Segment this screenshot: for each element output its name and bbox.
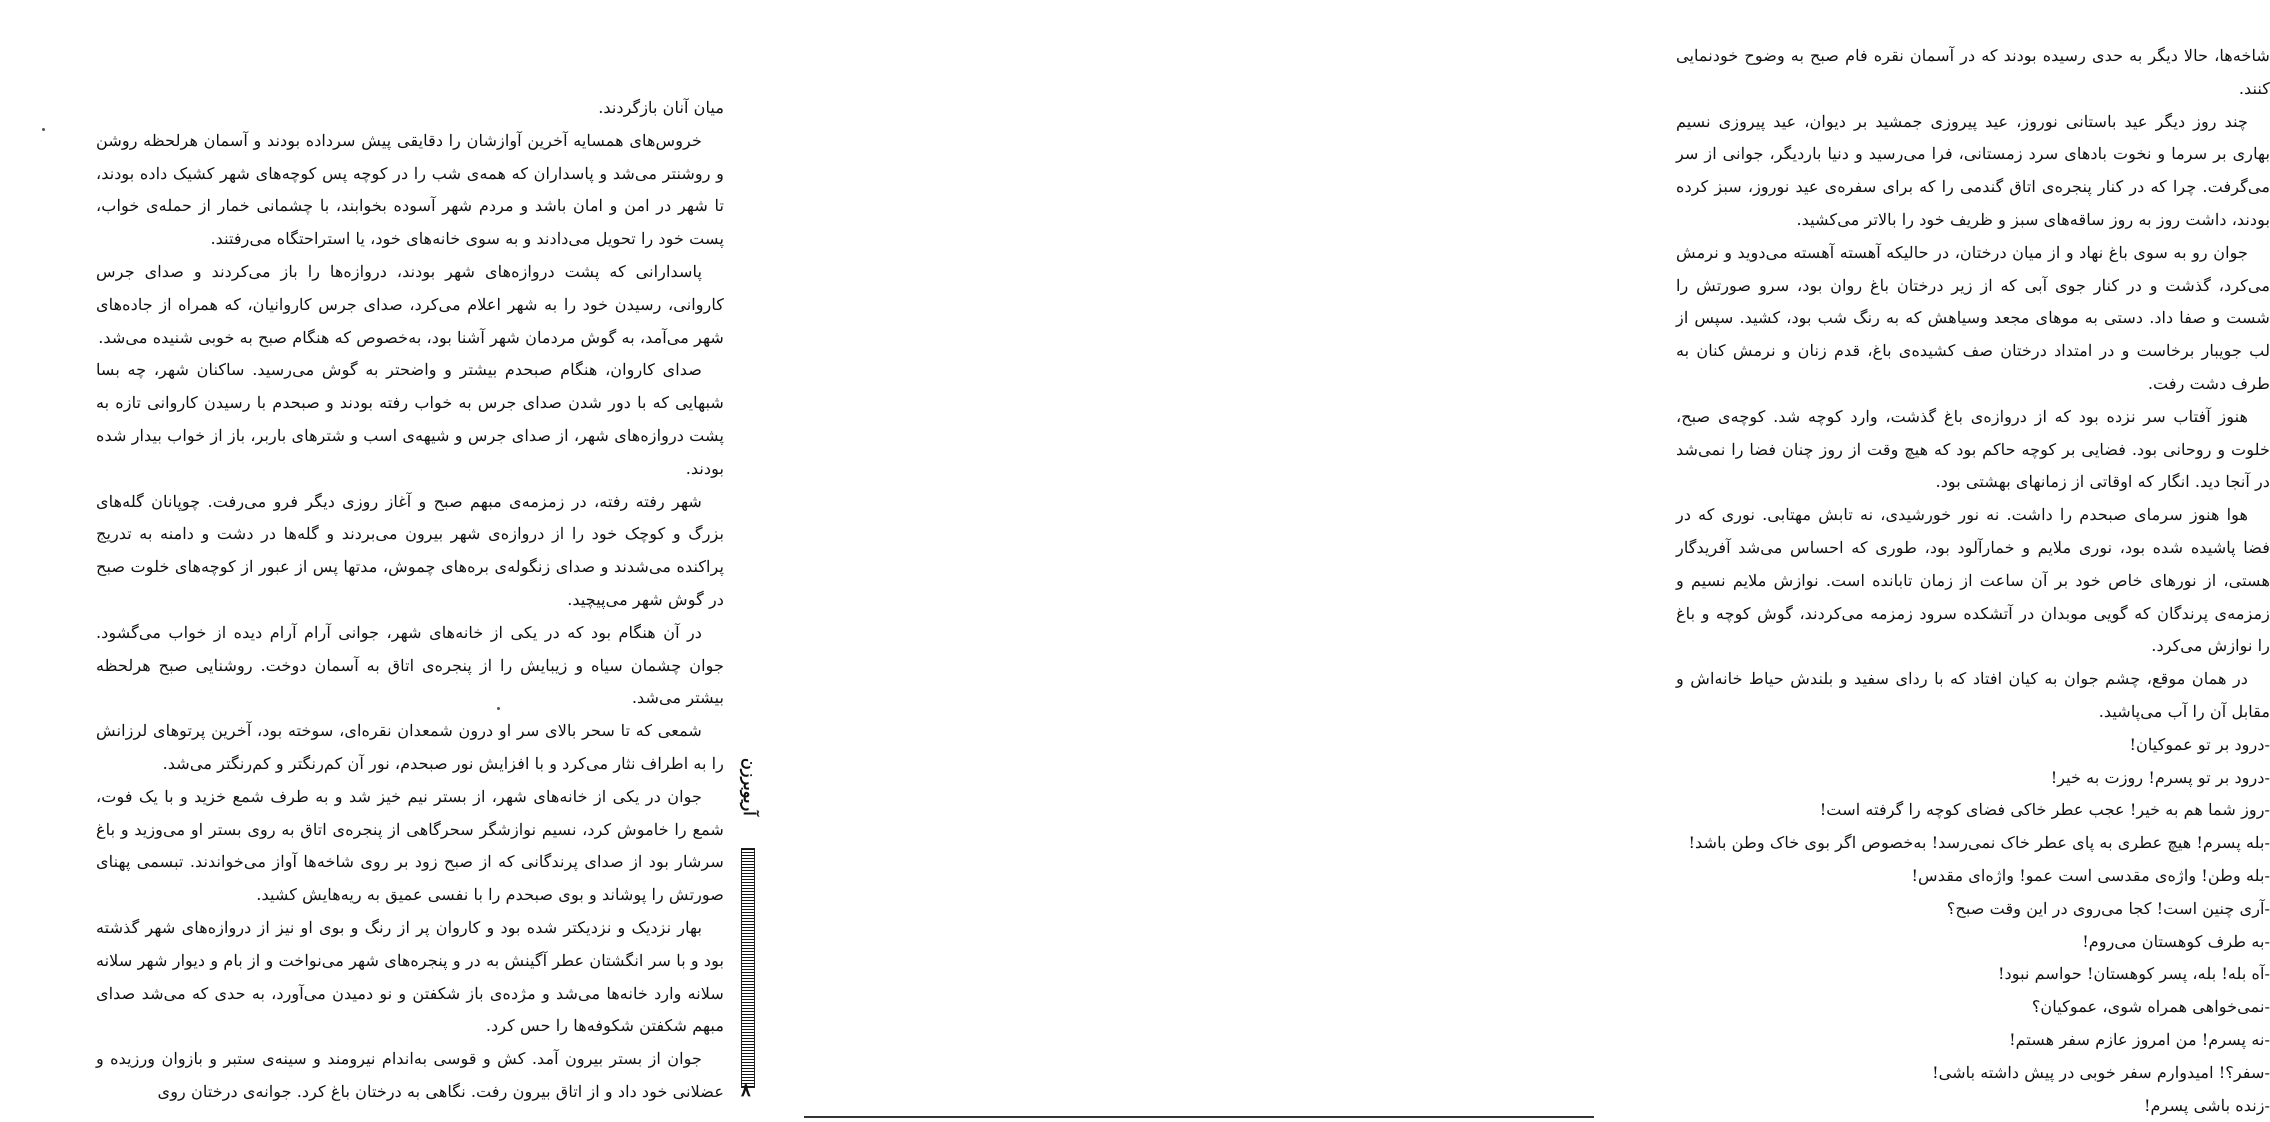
- dialog-line: -آری چنین است! کجا می‌روی در این وقت صبح؟: [1676, 893, 2270, 926]
- paragraph: بهار نزدیک و نزدیکتر شده بود و کاروان پر از رنگ و بوی او نیز از دروازه‌های شهر گذشته بود و با سر انگشتان عطر آگینش به در و پنجره‌های شهر می‌نواخت و از بام و دیوار شهر سلانه سلانه وارد خانه‌ها می‌شد و مژده‌ی باز شکفتن و نو دمیدن می‌آورد، به حدی که می‌شد صدای مبهم شکفتن شکوفه‌ها را حس کرد.: [96, 912, 724, 1043]
- paragraph: پاسدارانی که پشت دروازه‌های شهر بودند، دروازه‌ها را باز می‌کردند و صدای جرس کاروانی، رسیدن خود را به شهر اعلام می‌کرد، صدای جرس کاروانیان، که همراه از جاده‌های شهر می‌آمد، به گوش مردمان شهر آشنا بود، به‌خصوص که هنگام صبح به خوبی شنیده می‌شد.: [96, 256, 724, 354]
- dialog-line: -روز شما هم به خیر! عجب عطر خاکی فضای کوچه را گرفته است!: [1676, 794, 2270, 827]
- dialog-line: -به طرف کوهستان می‌روم!: [1676, 926, 2270, 959]
- dialog-line: -درود بر تو پسرم! روزت به خیر!: [1676, 762, 2270, 795]
- paragraph: صدای کاروان، هنگام صبحدم بیشتر و واضحتر به گوش می‌رسید. ساکنان شهر، چه بسا شبهایی که با دور شدن صدای جرس به خواب رفته بودند و صبحدم با رسیدن کاروانی تازه به پشت دروازه‌های شهر، از صدای جرس و شیهه‌ی اسب و شترهای باربر، باز از خواب بیدار شده بودند.: [96, 354, 724, 485]
- left-page: [0, 0, 800, 1121]
- scan-speck: [497, 707, 500, 710]
- page-bottom-border: [804, 1116, 1594, 1118]
- paragraph: در همان موقع، چشم جوان به کیان افتاد که با ردای سفید و بلندش حیاط خانه‌اش و مقابل آن را آب می‌پاشید.: [1676, 663, 2270, 729]
- paragraph: جوان از بستر بیرون آمد. کش و قوسی به‌اندام نیرومند و سینه‌ی ستبر و بازوان ورزیده و عضلانی خود داد و از اتاق بیرون رفت. نگاهی به درختان باغ کرد. جوانه‌ی درختان روی: [96, 1043, 724, 1109]
- dialog-line: -نه پسرم! من امروز عازم سفر هستم!: [1676, 1024, 2270, 1057]
- dialog-line: -سفر؟! امیدوارم سفر خوبی در پیش داشته باشی!: [1676, 1057, 2270, 1090]
- paragraph: خروس‌های همسایه آخرین آوازشان را دقایقی پیش سرداده بودند و آسمان هرلحظه روشن و روشنتر می‌شد و پاسداران که همه‌ی شب را در کوچه پس کوچه‌های شهر کشیک داده بودند، تا شهر در امن و امان باشد و مردم شهر آسوده بخوابند، با چشمانی خمار از حمله‌ی خواب، پست خود را تحویل می‌دادند و به سوی خانه‌های خود، یا استراحتگاه می‌رفتند.: [96, 125, 724, 256]
- dialog-line: -بله وطن! واژه‌ی مقدسی است عمو! واژه‌ای مقدس!: [1676, 860, 2270, 893]
- paragraph: شاخه‌ها، حالا دیگر به حدی رسیده بودند که در آسمان نقره فام صبح به وضوح خودنمایی کنند.: [1676, 40, 2270, 106]
- paragraph: جوان در یکی از خانه‌های شهر، از بستر نیم خیز شد و به طرف شمع خزید و با یک فوت، شمع را خاموش کرد، نسیم نوازشگر سحرگاهی از پنجره‌ی اتاق به روی بستر او می‌وزید و باغ سرشار بود از صدای پرندگانی که از صبح زود بر روی شاخه‌ها آواز می‌خواندند. تبسمی پهنای صورتش را پوشاند و بوی صبحدم را با نفسی عمیق به ریه‌هایش کشید.: [96, 781, 724, 912]
- dialog-line: -نمی‌خواهی همراه شوی، عموکیان؟: [1676, 991, 2270, 1024]
- paragraph: چند روز دیگر عید باستانی نوروز، عید پیروزی جمشید بر دیوان، عید پیروزی نسیم بهاری بر سرما و نخوت بادهای سرد زمستانی، فرا می‌رسید و دنیا باردیگر، جوانی از سر می‌گرفت. چرا که در کنار پنجره‌ی اتاق گندمی را که برای سفره‌ی عید نوروز، سبز کرده بودند، داشت روز به روز ساقه‌های سبز و ظریف خود را بالاتر می‌کشید.: [1676, 106, 2270, 237]
- right-page: [800, 0, 1600, 1121]
- book-title: آریوبرزن: [736, 742, 762, 832]
- left-page-body: [96, 92, 724, 1109]
- paragraph: هوا هنوز سرمای صبحدم را داشت. نه نور خورشیدی، نه تابش مهتابی. نوری که در فضا پاشیده شده بود، نوری ملایم و خمارآلود بود، طوری که احساس می‌شد آفریدگار هستی، از نورهای خاص خود بر آن ساعت از زمان تابانده است. نوازش ملایم نسیم و زمزمه‌ی پرندگان که گویی موبدان در آتشکده سرود زمزمه می‌کردند، گوش کوچه و باغ را نوازش می‌کرد.: [1676, 499, 2270, 663]
- dialog-line: -آه بله! بله، پسر کوهستان! حواسم نبود!: [1676, 958, 2270, 991]
- dialog-line: -درود بر تو عموکیان!: [1676, 729, 2270, 762]
- paragraph: شهر رفته رفته، در زمزمه‌ی مبهم صبح و آغاز روزی دیگر فرو می‌رفت. چوپانان گله‌های بزرگ و کوچک خود را از دروازه‌ی شهر بیرون می‌بردند و گله‌ها در دشت و دامنه به تدریج پراکنده می‌شدند و صدای زنگوله‌ی بره‌های چموش، مدتها پس از عبور از کوچه‌های خلوت صبح در گوش شهر می‌پیچید.: [96, 486, 724, 617]
- paragraph: در آن هنگام بود که در یکی از خانه‌های شهر، جوانی آرام آرام دیده از خواب می‌گشود. جوان چشمان سیاه و زیبایش را از پنجره‌ی اتاق به آسمان دوخت. روشنایی صبح هرلحظه بیشتر می‌شد.: [96, 617, 724, 715]
- scan-speck: [42, 128, 45, 131]
- decorative-bar: [741, 848, 755, 1088]
- right-page-body: [1676, 40, 2270, 1122]
- page-number: ۸: [741, 1080, 751, 1101]
- paragraph: شمعی که تا سحر بالای سر او درون شمعدان نقره‌ای، سوخته بود، آخرین پرتوهای لرزانش را به اطراف نثار می‌کرد و با افزایش نور صبحدم، نور آن کم‌رنگتر و کم‌رنگتر می‌شد.: [96, 715, 724, 781]
- paragraph: هنوز آفتاب سر نزده بود که از دروازه‌ی باغ گذشت، وارد کوچه شد. کوچه‌ی صبح، خلوت و روحانی بود. فضایی بر کوچه حاکم بود که هیچ وقت از روز چنان فضا را نمی‌شد در آنجا دید. انگار که اوقاتی از زمانهای بهشتی بود.: [1676, 401, 2270, 499]
- dialog-line: -بله پسرم! هیچ عطری به پای عطر خاک نمی‌رسد! به‌خصوص اگر بوی خاک وطن باشد!: [1676, 827, 2270, 860]
- running-head-sidebar: [736, 730, 762, 1105]
- paragraph: میان آنان بازگردند.: [96, 92, 724, 125]
- paragraph: جوان رو به سوی باغ نهاد و از میان درختان، در حالیکه آهسته آهسته می‌دوید و نرمش می‌کرد، گذشت و در کنار جوی آبی که از زیر درختان باغ روان بود، سرو صورتش را شست و صفا داد. دستی به موهای مجعد وسیاهش که به رنگ شب بود، کشید. سپس از لب جویبار برخاست و در امتداد درختان صف کشیده‌ی باغ، قدم زنان و نرمش کنان به طرف دشت رفت.: [1676, 237, 2270, 401]
- dialog-line: -زنده باشی پسرم!: [1676, 1090, 2270, 1122]
